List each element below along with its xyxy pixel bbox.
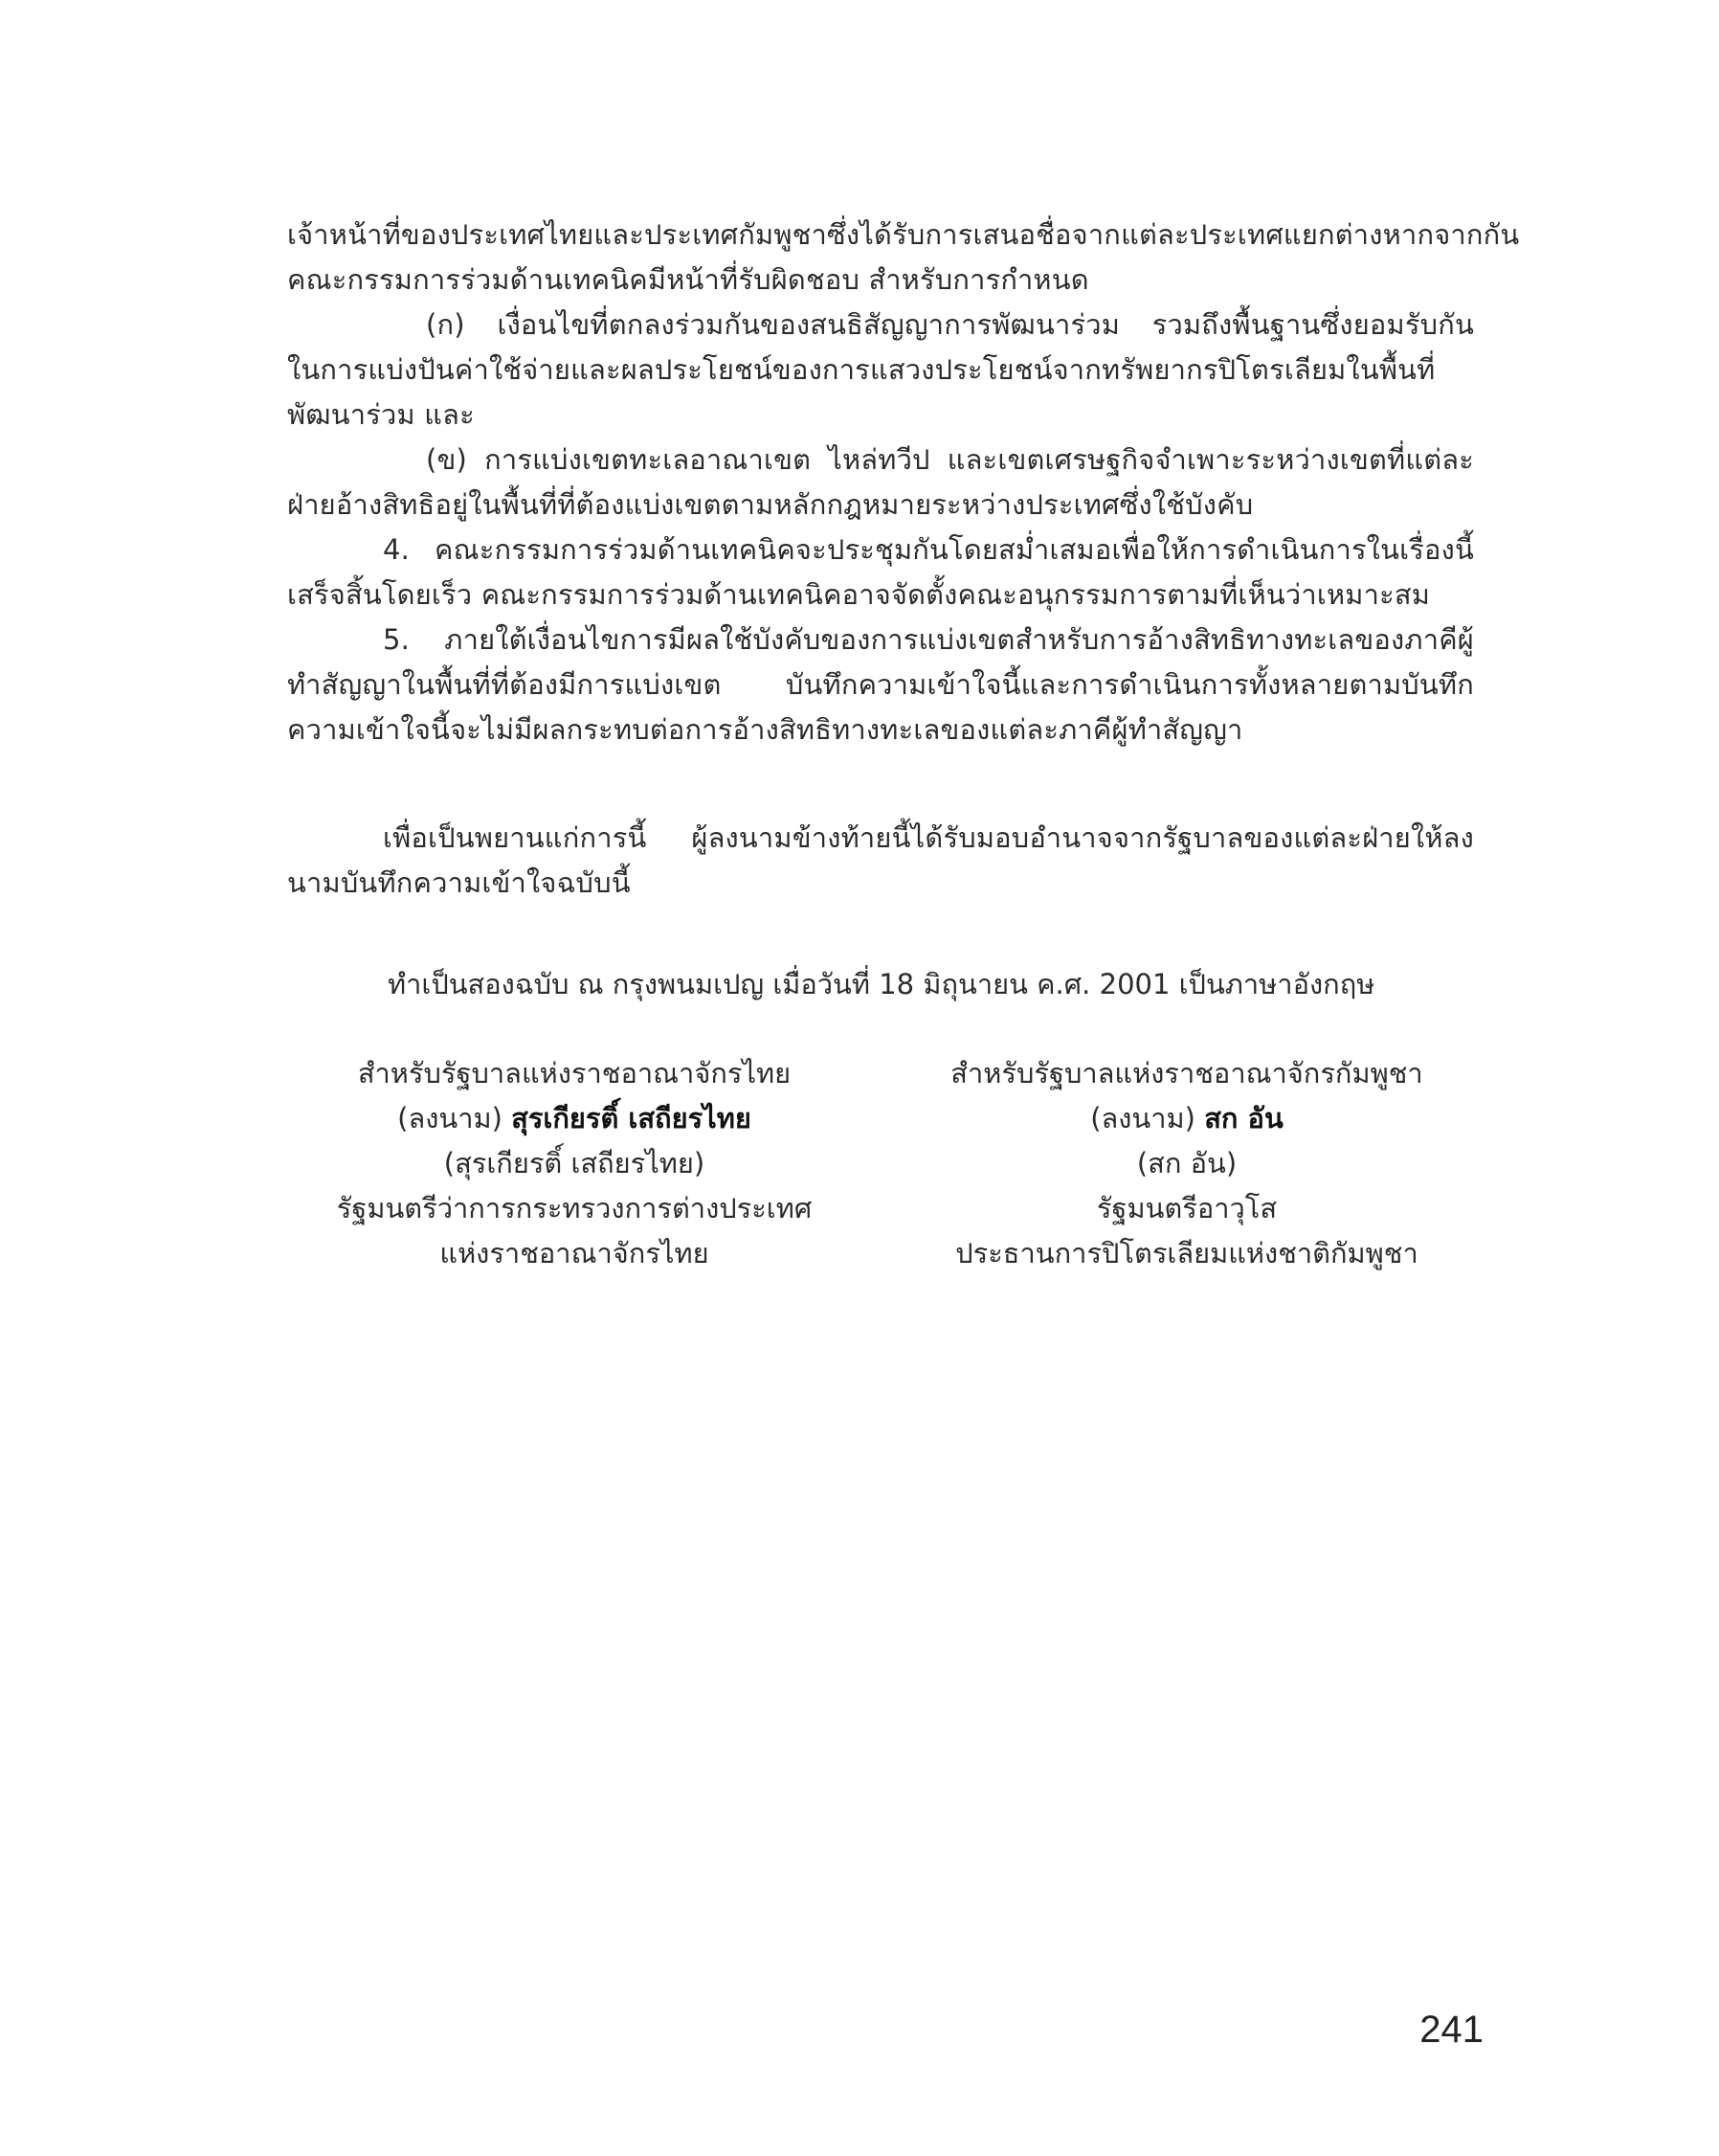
cambodia-signed-line [890, 1096, 1484, 1141]
cambodia-title-line-2: ประธานการปิโตรเลียมแห่งชาติกัมพูชา [955, 1237, 1418, 1269]
intro-line-1: เจ้าหน้าที่ของประเทศไทยและประเทศกัมพูชาซึ่งได้รับการเสนอชื่อจากแต่ละประเทศแยกต่างหากจากกัน [287, 218, 1520, 251]
item-b-line-1: (ข) การแบ่งเขตทะเลอาณาเขต ไหล่ทวีป และเขตเศรษฐกิจจำเพาะระหว่างเขตที่แต่ละ [426, 443, 1474, 476]
cambodia-printed-name: (สก อัน) [1136, 1147, 1238, 1179]
cambodia-signed-prefix: (ลงนาม) [1090, 1102, 1195, 1134]
thailand-signed-line [306, 1096, 842, 1141]
page-number: 241 [1419, 2009, 1484, 2051]
witness-line-1: เพื่อเป็นพยานแก่การนี้ ผู้ลงนามข้างท้ายนี้ได้รับมอบอำนาจจากรัฐบาลของแต่ละฝ่ายให้ลง [383, 821, 1474, 854]
thailand-title-line-2: แห่งราชอาณาจักรไทย [439, 1237, 709, 1269]
clause-4-paragraph [287, 528, 1474, 618]
thailand-signed-prefix: (ลงนาม) [397, 1102, 502, 1134]
cambodia-for-government: สำหรับรัฐบาลแห่งราชอาณาจักรกัมพูชา [950, 1057, 1423, 1089]
item-a-line-2: ในการแบ่งปันค่าใช้จ่ายและผลประโยชน์ของการแสวงประโยชน์จากทรัพยากรปิโตรเลียมในพื้นที่ [287, 353, 1436, 386]
thailand-signature-block [306, 1051, 842, 1276]
cambodia-title-line-1: รัฐมนตรีอาวุโส [1096, 1192, 1278, 1224]
thailand-for-government: สำหรับรัฐบาลแห่งราชอาณาจักรไทย [357, 1057, 792, 1089]
item-b-paragraph [287, 438, 1474, 528]
clause-5-line-1: 5. ภายใต้เงื่อนไขการมีผลใช้บังคับของการแบ่งเขตสำหรับการอ้างสิทธิทางทะเลของภาคีผู้ [383, 623, 1474, 656]
item-a-line-1: (ก) เงื่อนไขที่ตกลงร่วมกันของสนธิสัญญาการพัฒนาร่วม รวมถึงพื้นฐานซึ่งยอมรับกัน [426, 308, 1474, 341]
intro-paragraph [287, 213, 1520, 303]
witness-paragraph [287, 816, 1474, 906]
thailand-printed-name: (สุรเกียรติ์ เสถียรไทย) [443, 1147, 705, 1179]
witness-line-2: นามบันทึกความเข้าใจฉบับนี้ [287, 866, 631, 899]
item-b-line-2: ฝ่ายอ้างสิทธิอยู่ในพื้นที่ที่ต้องแบ่งเขตตามหลักกฎหมายระหว่างประเทศซึ่งใช้บังคับ [287, 488, 1254, 521]
item-a-line-3: พัฒนาร่วม และ [287, 398, 475, 431]
cambodia-signed-name: สก อัน [1204, 1102, 1284, 1134]
clause-5-line-3: ความเข้าใจนี้จะไม่มีผลกระทบต่อการอ้างสิทธิทางทะเลของแต่ละภาคีผู้ทำสัญญา [287, 713, 1243, 746]
clause-4-line-2: เสร็จสิ้นโดยเร็ว คณะกรรมการร่วมด้านเทคนิคอาจจัดตั้งคณะอนุกรรมการตามที่เห็นว่าเหมาะสม [287, 578, 1431, 611]
clause-5-line-2: ทำสัญญาในพื้นที่ที่ต้องมีการแบ่งเขต บันทึกความเข้าใจนี้และการดำเนินการทั้งหลายตามบันทึก [287, 668, 1474, 701]
item-a-paragraph [287, 303, 1474, 438]
done-at-line: ทำเป็นสองฉบับ ณ กรุงพนมเปญ เมื่อวันที่ 18 มิถุนายน ค.ศ. 2001 เป็นภาษาอังกฤษ [388, 968, 1375, 1000]
clause-4-line-1: 4. คณะกรรมการร่วมด้านเทคนิคจะประชุมกันโดยสม่ำเสมอเพื่อให้การดำเนินการในเรื่องนี้ [383, 533, 1474, 566]
cambodia-signature-block [890, 1051, 1484, 1276]
intro-line-2: คณะกรรมการร่วมด้านเทคนิคมีหน้าที่รับผิดชอบ สำหรับการกำหนด [287, 263, 1089, 296]
clause-5-paragraph [287, 618, 1474, 752]
thailand-title-line-1: รัฐมนตรีว่าการกระทรวงการต่างประเทศ [336, 1192, 813, 1224]
body-text [287, 213, 1520, 752]
thailand-signed-name: สุรเกียรติ์ เสถียรไทย [511, 1102, 751, 1134]
